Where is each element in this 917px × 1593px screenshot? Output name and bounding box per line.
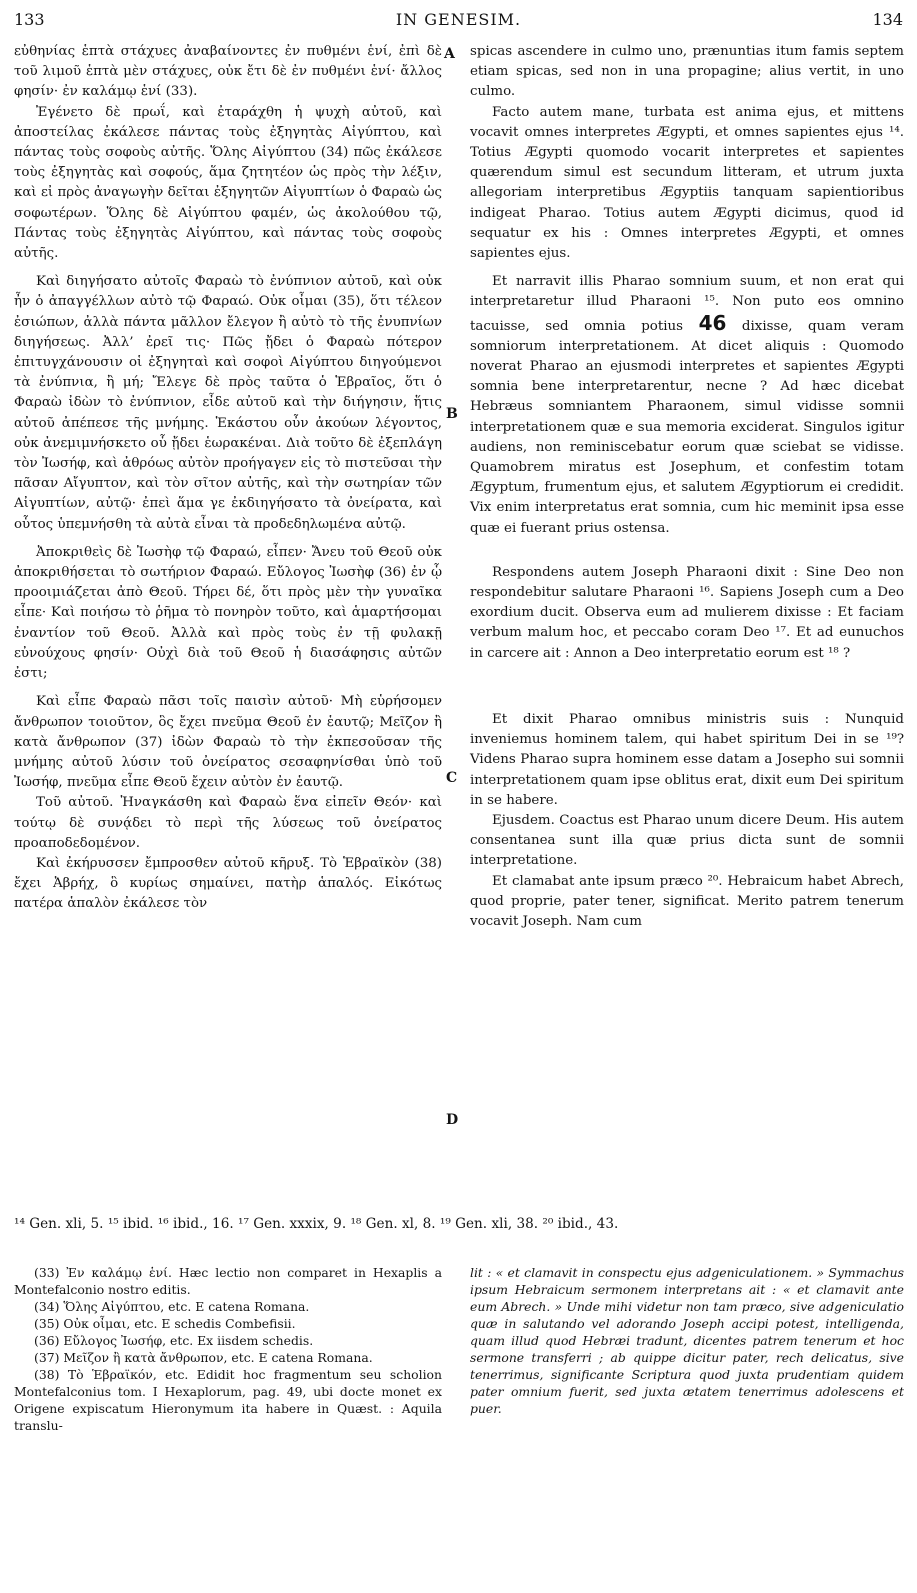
notes-left bbox=[14, 1264, 442, 1434]
greek-paragraph: Καὶ εἶπε Φαραὼ πᾶσι τοῖς παισὶν αὐτοῦ· Μὴ εὑρήσομεν ἄνθρωπον τοιοῦτον, ὃς ἔχει πνεῦμα Θεοῦ ἐν ἑαυτῷ; Μεῖζον ἢ κατὰ ἄνθρωπον (37) ἰδὼν Φαραὼ τὸ τὴν ἐκπεσοῦσαν τῆς μνήμης αὐτοῦ λύσιν τοῦ ὀνείρατος σεσαφηνίσθαι ὑπὸ τοῦ Ἰωσήφ, πνεῦμα εἶπε Θεοῦ ἔχειν αὐτὸν ἐν ἑαυτῷ. bbox=[14, 694, 442, 791]
greek-column bbox=[14, 42, 442, 915]
latin-paragraph: Et clamabat ante ipsum præco ²⁰. Hebraicum habet Abrech, quod proprie, pater tener, significat. Merito patrem tenerum vocavit Joseph. Nam cum bbox=[470, 873, 904, 929]
greek-paragraph: Ἀποκριθεὶς δὲ Ἰωσὴφ τῷ Φαραώ, εἶπεν· Ἄνευ τοῦ Θεοῦ οὐκ ἀποκριθήσεται τὸ σωτήριον Φαραώ. Εὔλογος Ἰωσὴφ (36) ἐν ᾧ προοιμιάζεται ἀπὸ Θεοῦ. Τήρει δέ, ὅτι πρὸς μὲν τὴν γυναῖκα εἶπε· Καὶ ποιήσω τὸ ῥῆμα τὸ πονηρὸν τοῦτο, καὶ ἁμαρτήσομαι ἐναντίον τοῦ Θεοῦ. Ἀλλὰ καὶ πρὸς τοὺς ἐν τῇ φυλακῇ εὐνούχους φησίν· Οὐχὶ διὰ τοῦ Θεοῦ ἡ διασάφησις αὐτῶν ἐστι; bbox=[14, 544, 442, 682]
margin-letter-c: C bbox=[446, 770, 458, 786]
running-header bbox=[14, 10, 903, 36]
latin-paragraph-with-marker bbox=[470, 272, 904, 539]
note-36: (36) Εὔλογος Ἰωσήφ, etc. Ex iisdem schedis. bbox=[34, 1333, 314, 1348]
latin-text: Et narravit illis Pharao somnium suum, et non erat qui interpretaretur illud Pharaoni ¹⁵. Non puto eos omnino tacuisse, sed omnia potius bbox=[470, 274, 904, 334]
running-title: IN GENESIM. bbox=[395, 10, 522, 29]
greek-paragraph: Τοῦ αὐτοῦ. Ἠναγκάσθη καὶ Φαραὼ ἕνα εἰπεῖν Θεόν· καὶ τούτῳ δὲ συνᾴδει τὸ περὶ τῆς λύσεως τοῦ ὀνείρατος προαποδεδομένον. bbox=[14, 795, 442, 851]
latin-paragraph: Ejusdem. Coactus est Pharao unum dicere Deum. His autem consentanea sunt illa quæ prius dicta sunt de somnii interpretatione. bbox=[470, 812, 904, 869]
notes-right bbox=[470, 1264, 904, 1417]
note-continuation: lit : « et clamavit in conspectu ejus adgeniculationem. » Symmachus ipsum Hebraicum sermonem interpretans ait : « et clamavit ante eum Abrech. » Unde mihi videtur non tam præco, sive adgeniculatio quæ in salutando vel adorando Joseph accipi potest, intelligenda, quam illud quod Hebræi tradunt, dicentes patrem tenerum et hoc sermone transferri ; ab quippe dicitur pater, rech delicatus, sive tenerrimus, significante Scriptura quod juxta prudentiam quidem pater omnium fuerit, sed juxta ætatem tenerrimus adolescens et puer. bbox=[470, 1265, 904, 1416]
greek-paragraph: Καὶ ἐκήρυσσεν ἔμπροσθεν αὐτοῦ κῆρυξ. Τὸ Ἑβραϊκὸν (38) ἔχει Ἀβρήχ, ὃ κυρίως σημαίνει, πατὴρ ἁπαλός. Εἰκότως πατέρα ἁπαλὸν ἐκάλεσε τὸν bbox=[14, 855, 442, 912]
scripture-references: ¹⁴ Gen. xli, 5. ¹⁵ ibid. ¹⁶ ibid., 16. ¹⁷ Gen. xxxix, 9. ¹⁸ Gen. xl, 8. ¹⁹ Gen. xli, 38. ²⁰ ibid., 43. bbox=[14, 1216, 619, 1232]
margin-letter-b: B bbox=[446, 406, 458, 422]
note-37: (37) Μεῖζον ἢ κατὰ ἄνθρωπον, etc. E catena Romana. bbox=[34, 1350, 373, 1365]
latin-text: dixisse, quam veram somniorum interpretationem. At dicet aliquis : Quomodo noverat Pharao an ejusmodi interpretes et sapientes Ægypti somnia bene interpretarentur, necne ? Ad hæc dicebat Hebræus somniantem Pharaonem, simul vidisse somnii interpretationem quæ e sua memoria exciderat. Singulos igitur audiens, non reminiscebatur eorum quæ sciebat se vidisse. Quamobrem miratus est Josephum, et confestim totam Ægyptum, frumentum ejus, et salutem Ægyptiorum ei credidit. Vix enim interpretatus erat somnia, cum hic meminit ipsa esse quæ ei fuerant prius ostensa. bbox=[470, 318, 905, 536]
greek-paragraph: Ἐγένετο δὲ πρωΐ, καὶ ἐταράχθη ἡ ψυχὴ αὐτοῦ, καὶ ἀποστείλας ἐκάλεσε πάντας τοὺς ἐξηγητὰς Αἰγύπτου, καὶ πάντας τοὺς σοφοὺς αὐτῆς. Ὅλης Αἰγύπτου (34) πῶς ἐκάλεσε τοὺς ἐξηγητὰς καὶ σοφούς, ἅμα ζητητέον ὡς πρὸς τὴν λέξιν, καὶ εἰ πρὸς ἀναγωγὴν δεῖται ἐξηγητῶν Αἰγυπτίων ὁ Φαραὼ ὡς σοφωτέρων. Ὅλης δὲ Αἰγύπτου φαμέν, ὡς ἀκολούθου τῷ, Πάντας τοὺς ἐξηγητὰς Αἰγύπτου, καὶ πάντας τοὺς σοφοὺς αὐτῆς. bbox=[14, 104, 442, 262]
latin-paragraph: Et dixit Pharao omnibus ministris suis : Nunquid inveniemus hominem talem, qui habet spiritum Dei in se ¹⁹? Videns Pharao supra hominem esse datam a Josepho sui somnii interpretationem quam ipse oblitus erat, dixit eum Dei spiritum in se habere. bbox=[470, 711, 904, 808]
note-33: (33) Ἐν καλάμῳ ἑνί. Hæc lectio non comparet in Hexaplis a Montefalconio nostro editis. bbox=[14, 1265, 442, 1297]
page-number-left: 133 bbox=[14, 10, 45, 29]
latin-column bbox=[470, 42, 904, 932]
note-35: (35) Οὐκ οἶμαι, etc. E schedis Combefisii. bbox=[34, 1316, 296, 1331]
greek-paragraph: Καὶ διηγήσατο αὐτοῖς Φαραὼ τὸ ἐνύπνιον αὐτοῦ, καὶ οὐκ ἦν ὁ ἀπαγγέλλων αὐτὸ τῷ Φαραώ. Οὐκ οἶμαι (35), ὅτι τέλεον ἐσιώπων, ἀλλὰ πάντα μᾶλλον ἔλεγον ἢ αὐτὸ τὸ τῆς ἐνυπνίων διηγήσεως. Ἀλλ’ ἐρεῖ τις· Πῶς ᾔδει ὁ Φαραὼ πότερον ἐπιτυγχάνουσιν οἱ ἐξηγηταὶ καὶ σοφοὶ Αἰγύπτου διηγούμενοι τὰ ἐνύπνια, ἢ μή; Ἔλεγε δὲ πρὸς ταῦτα ὁ Ἑβραῖος, ὅτι ὁ Φαραὼ ἰδὼν τὸ ἐνύπνιον, εἶδε αὐτοῦ καὶ τὴν διήγησιν, ἥτις αὐτοῦ ἀπέπεσε τῆς μνήμης. Ἑκάστου οὖν ἀκούων λέγοντος, οὐκ ἀνεμιμνήσκετο οὗ ᾔδει ἑωρακέναι. Διὰ τοῦτο δὲ ἐξεπλάγη τὸν Ἰωσήφ, καὶ ἀθρόως αὐτὸν προήγαγεν εἰς τὸ πιστεῦσαι τὴν πᾶσαν Αἴγυπτον, καὶ τὸν σῖτον αὐτῆς, καὶ τὴν σωτηρίαν τῶν Αἰγυπτίων, αὐτῷ· ἐπεὶ ἅμα γε ἐκδιηγήσατο τὰ ὀνείρατα, καὶ οὗτος ὑπεμνήσθη τὰ αὐτὰ εἶναι τὰ προδεδηλωμένα αὐτῷ. bbox=[14, 274, 442, 532]
margin-letter-a: A bbox=[444, 46, 455, 62]
latin-paragraph: spicas ascendere in culmo uno, prænuntias itum famis septem etiam spicas, sed non in una propagine; alius vertit, in uno culmo. bbox=[470, 44, 904, 100]
greek-paragraph: εὐθηνίας ἑπτὰ στάχυες ἀναβαίνοντες ἐν πυθμένι ἑνί, ἐπὶ δὲ τοῦ λιμοῦ ἑπτὰ μὲν στάχυες, οὐκ ἔτι δὲ ἐν πυθμένι ἑνί· ἄλλος φησίν· ἐν καλάμῳ ἑνί (33). bbox=[14, 44, 442, 100]
margin-letter-d: D bbox=[446, 1112, 459, 1128]
page-number-right: 134 bbox=[872, 10, 903, 29]
note-38: (38) Τὸ Ἑβραϊκόν, etc. Edidit hoc fragmentum seu scholion Montefalconius tom. I Hexaplorum, pag. 49, ubi docte monet ex Origene expiscatum Hieronymum ita habere in Quæst. : Aquila translu- bbox=[14, 1367, 442, 1433]
latin-paragraph: Facto autem mane, turbata est anima ejus, et mittens vocavit omnes interpretes Ægypti, et omnes sapientes ejus ¹⁴. Totius Ægypti quomodo vocarit interpretes et sapientes quærendum simul est secundum litteram, et utrum juxta allegoriam interpretibus Ægyptiis tanquam sapientioribus indigeat Pharao. Totius autem Ægypti dicimus, quod id sequatur ex his : Omnes interpretes Ægypti, et omnes sapientes ejus. bbox=[470, 104, 904, 262]
column-number-marker: 46 bbox=[698, 310, 727, 335]
latin-paragraph: Respondens autem Joseph Pharaoni dixit : Sine Deo non respondebitur salutare Pharaoni ¹⁶. Sapiens Joseph cum a Deo exordium ducit. Observa eum ad mulierem dixisse : Et faciam verbum malum hoc, et peccabo coram Deo ¹⁷. Et ad eunuchos in carcere ait : Annon a Deo interpretatio eorum est ¹⁸ ? bbox=[470, 564, 904, 661]
note-34: (34) Ὅλης Αἰγύπτου, etc. E catena Romana. bbox=[34, 1299, 310, 1314]
